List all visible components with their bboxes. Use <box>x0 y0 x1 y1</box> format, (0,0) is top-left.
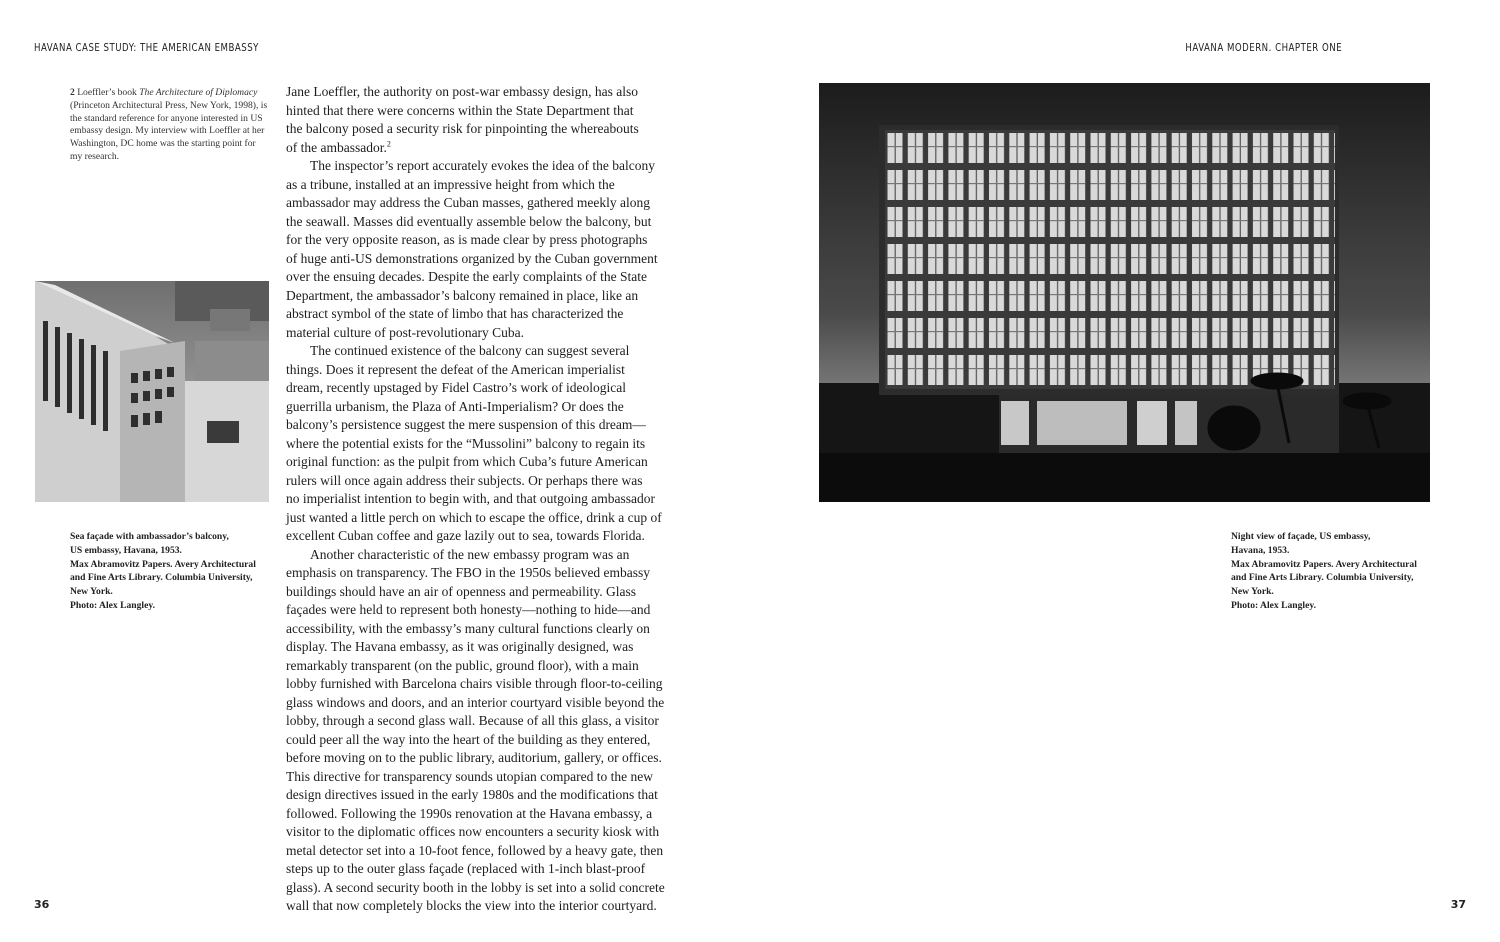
body-line: just wanted a little perch on which to escape the office, drink a cup of <box>286 509 662 525</box>
footnote-ref: 2 <box>386 139 391 148</box>
body-line: glass). A second security booth in the lobby is set into a solid concrete <box>286 879 665 895</box>
body-line: Department, the ambassador’s balcony remained in place, like an <box>286 287 639 303</box>
caption-line: and Fine Arts Library. Columbia University, <box>1231 572 1414 584</box>
caption-left <box>70 530 275 613</box>
body-line: visitor to the diplomatic offices now encounters a security kiosk with <box>286 824 660 839</box>
body-line: Another characteristic of the new embassy program was an <box>310 546 630 562</box>
body-line: for the very opposite reason, as is made clear by press photographs <box>286 232 648 247</box>
body-line: original function: as the pulpit from which Cuba’s future American <box>286 454 648 469</box>
body-line: design directives issued in the early 1980s and the modifications that <box>286 787 658 802</box>
body-line: glass windows and doors, and an interior courtyard visible beyond the <box>286 694 665 710</box>
footnote-text-after: (Princeton Architectural Press, New York, 1998), is the standard reference for anyone interested in US embassy design. My interview with Loeffler at her Washington, DC home was the starting point for my research. <box>70 99 268 162</box>
body-line: This directive for transparency sounds utopian compared to the new <box>286 768 654 784</box>
caption-line: US embassy, Havana, 1953. <box>70 544 182 556</box>
body-line: rulers will once again address their subjects. Or perhaps there was <box>286 472 643 488</box>
body-line: The inspector’s report accurately evokes the idea of the balcony <box>310 158 655 173</box>
body-line: where the potential exists for the “Mussolini” balcony to regain its <box>286 435 646 451</box>
caption-line: and Fine Arts Library. Columbia University, <box>70 572 253 584</box>
body-line: no imperialist intention to begin with, and that outgoing ambassador <box>286 491 655 506</box>
body-line: as a tribune, installed at an impressive height from which the <box>286 176 615 192</box>
footnote-book-title: The Architecture of Diplomacy <box>139 87 258 98</box>
body-line: balcony’s persistence suggest the mere suspension of this dream— <box>286 417 646 432</box>
caption-line: Photo: Alex Langley. <box>70 599 156 611</box>
body-line: the balcony posed a security risk for pinpointing the whereabouts <box>286 121 639 136</box>
body-line: emphasis on transparency. The FBO in the 1950s believed embassy <box>286 565 651 580</box>
body-line: material culture of post-revolutionary Cuba. <box>286 324 525 340</box>
caption-line: Night view of façade, US embassy, <box>1231 531 1371 542</box>
body-line: remarkably transparent (on the public, ground floor), with a main <box>286 657 639 673</box>
body-line: things. Does it represent the defeat of the American imperialist <box>286 361 625 377</box>
body-line: Jane Loeffler, the authority on post-war embassy design, has also <box>286 84 638 99</box>
footnote-number: 2 <box>70 87 75 98</box>
running-head-right: HAVANA MODERN. CHAPTER ONE <box>1185 42 1342 54</box>
caption-line: Photo: Alex Langley. <box>1231 599 1317 611</box>
caption-line: Max Abramovitz Papers. Avery Architectural <box>1231 558 1417 570</box>
caption-line: Sea façade with ambassador’s balcony, <box>70 531 229 542</box>
body-line-with-ref <box>286 139 686 158</box>
body-line: of huge anti-US demonstrations organized by the Cuban government <box>286 250 658 266</box>
caption-line: Havana, 1953. <box>1231 544 1290 556</box>
caption-line: New York. <box>1231 586 1274 598</box>
body-line: excellent Cuban coffee and gaze lazily out to sea, towards Florida. <box>286 528 645 543</box>
body-line: buildings should have an air of openness and permeability. Glass <box>286 583 637 599</box>
body-line: over the ensuing decades. Despite the early complaints of the State <box>286 269 648 284</box>
body-line: façades were held to represent both honesty—nothing to hide—and <box>286 602 651 617</box>
body-line: accessibility, with the embassy’s many cultural functions clearly on <box>286 620 650 636</box>
page-number-left: 36 <box>34 898 50 911</box>
footnote-text-before: Loeffler’s book <box>74 87 140 98</box>
running-head-left: HAVANA CASE STUDY: THE AMERICAN EMBASSY <box>34 42 259 54</box>
body-line: display. The Havana embassy, as it was originally designed, was <box>286 639 634 654</box>
body-line: the seawall. Masses did eventually assemble below the balcony, but <box>286 213 652 229</box>
page-number-right: 37 <box>1450 898 1466 911</box>
body-line: hinted that there were concerns within the State Department that <box>286 102 634 118</box>
body-line: could peer all the way into the heart of the building as they entered, <box>286 731 651 747</box>
body-line: dream, recently upstaged by Fidel Castro’s work of ideological <box>286 380 627 395</box>
body-line: before moving on to the public library, auditorium, gallery, or offices. <box>286 750 662 765</box>
body-line: metal detector set into a 10-foot fence, followed by a heavy gate, then <box>286 842 664 858</box>
body-line: guerrilla urbanism, the Plaza of Anti-Imperialism? Or does the <box>286 398 624 414</box>
body-line: abstract symbol of the state of limbo that has characterized the <box>286 306 624 321</box>
body-line: followed. Following the 1990s renovation at the Havana embassy, a <box>286 805 653 821</box>
footnote <box>70 87 270 164</box>
body-line: of the ambassador. <box>286 139 387 155</box>
body-line: lobby, through a second glass wall. Because of all this glass, a visitor <box>286 713 659 728</box>
photo-night-facade <box>819 83 1430 502</box>
body-line: wall that now completely blocks the view into the interior courtyard. <box>286 898 657 913</box>
body-line: lobby furnished with Barcelona chairs visible through floor-to-ceiling <box>286 676 663 691</box>
body-text <box>286 83 686 916</box>
caption-line: New York. <box>70 586 113 598</box>
body-line: steps up to the outer glass façade (replaced with 1-inch blast-proof <box>286 861 646 876</box>
body-line: ambassador may address the Cuban masses, gathered meekly along <box>286 195 651 210</box>
caption-line: Max Abramovitz Papers. Avery Architectural <box>70 558 256 570</box>
caption-right <box>1231 530 1436 613</box>
body-line: The continued existence of the balcony can suggest several <box>310 343 630 358</box>
photo-sea-facade <box>35 281 269 502</box>
